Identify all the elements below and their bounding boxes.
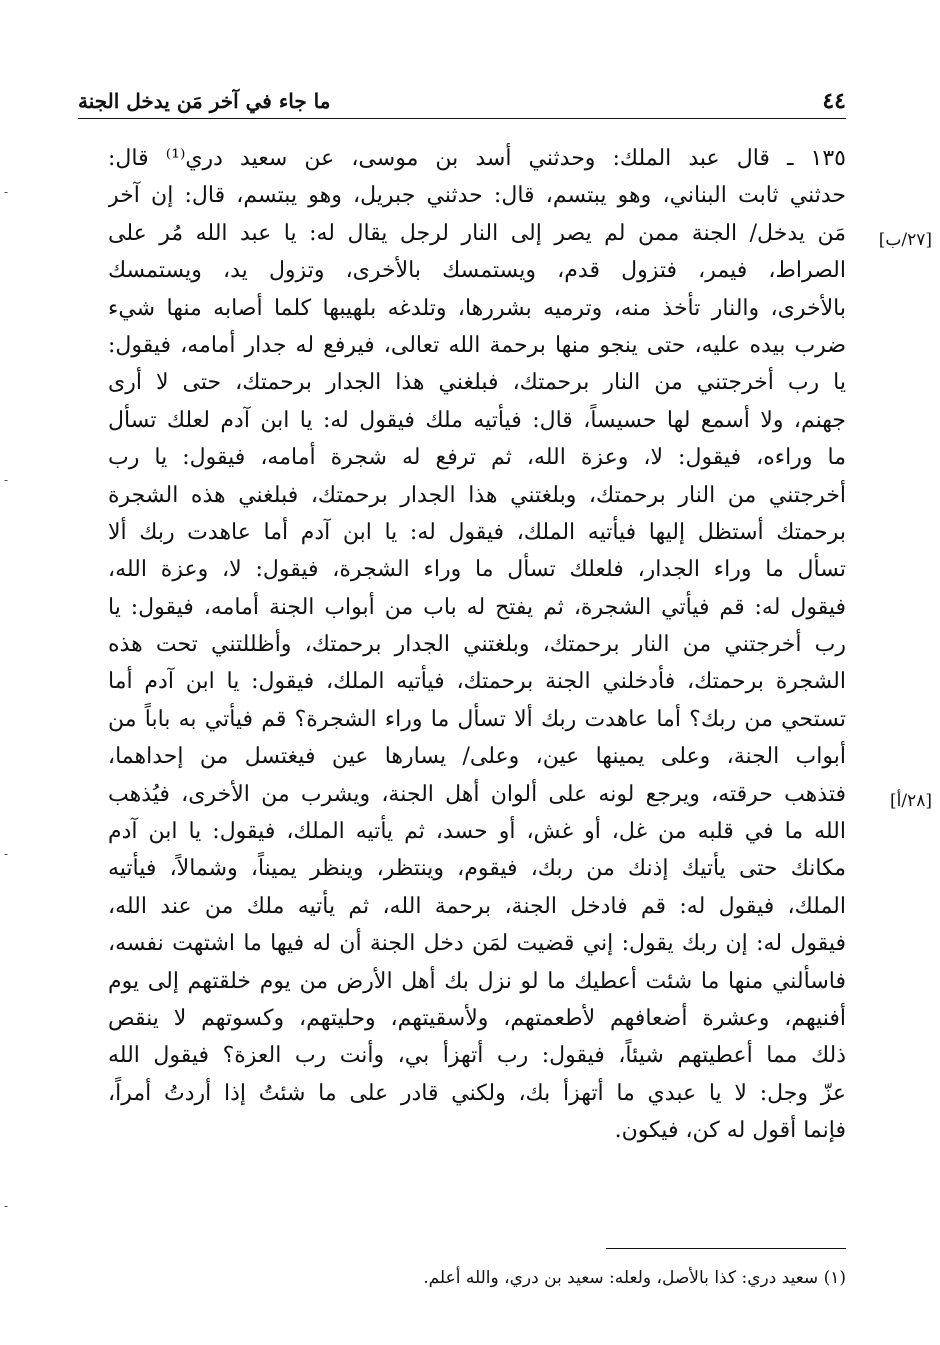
text-line: برحمتك أستظل إليها فيأتيه الملك، فيقول له: يا ابن آدم أما عاهدت ربك ألا <box>108 519 846 545</box>
text-line: الله ما في قلبه من غل، أو غش، أو حسد، ثم يأتيه الملك، فيقول: يا ابن آدم <box>108 819 846 845</box>
text-line: يا رب أخرجتني من النار برحمتك، فبلغني هذا الجدار برحمتك، حتى لا أرى <box>108 370 846 396</box>
text-line: أبواب الجنة، وعلى يمينها عين، وعلى/ يسارها عين فيغتسل من إحداهما، <box>108 744 846 770</box>
footnote-divider <box>606 1248 846 1249</box>
page-number: ٤٤ <box>822 88 846 114</box>
text-line: بالأخرى، والنار تأخذ منه، وترميه بشررها، وتلدغه بلهيبها كلما أصابه منها شيء <box>108 295 846 321</box>
manuscript-folio-marker: [٢٨/أ] <box>890 791 932 811</box>
text-line: ذلك مما أعطيتهم شيئاً، فيقول: رب أتهزأ بي، وأنت رب العزة؟ فيقول الله <box>108 1043 846 1069</box>
text-line: جهنم، ولا أسمع لها حسيساً، قال: فيأتيه ملك فيقول له: يا ابن آدم لعلك تسأل <box>108 407 846 433</box>
text-line: أفنيهم، وعشرة أضعافهم لأطعمتهم، ولأسقيتهم، وحليتهم، وكسوتهم لا ينقص <box>108 1005 846 1031</box>
text-line: فيقول له: قم فيأتي الشجرة، ثم يفتح له باب من أبواب الجنة أمامه، فيقول: يا <box>108 594 846 620</box>
text-line: تسأل ما وراء الجدار، فلعلك تسأل ما وراء الشجرة، فيقول: لا، وعزة الله، <box>108 557 846 583</box>
text-line: تستحي من ربك؟ أما عاهدت ربك ألا تسأل ما وراء الشجرة؟ قم فيأتي به باباً من <box>108 706 846 732</box>
text-line: ضرب بيده عليه، حتى ينجو منها برحمة الله تعالى، فيرفع له جدار أمامه، فيقول: <box>108 332 846 358</box>
scan-edge-mark: - <box>4 1199 9 1213</box>
text-line: الشجرة برحمتك، فأدخلني الجنة برحمتك، فيأتيه الملك، فيقول: يا ابن آدم أما <box>108 669 846 695</box>
footnote: (١) سعيد دري: كذا بالأصل، ولعله: سعيد بن دري، والله أعلم. <box>423 1268 846 1288</box>
text-line: الصراط، فيمر، فتزول قدم، ويستمسك بالأخرى، وتزول يد، ويستمسك <box>108 258 846 284</box>
text-line: حدثني ثابت البناني، وهو يبتسم، قال: حدثني جبريل، وهو يبتسم، قال: إن آخر <box>108 183 846 209</box>
scan-edge-mark: - <box>4 847 9 861</box>
text-line: مكانك حتى يأتيك إذنك من ربك، فيقوم، وينتظر، وينظر يميناً، وشمالاً، فيأتيه <box>108 856 846 882</box>
page-header <box>78 86 846 119</box>
text-line: ما وراءه، فيقول: لا، وعزة الله، ثم ترفع له شجرة أمامه، فيقول: يا رب <box>108 445 846 471</box>
text-line: ١٣٥ ـ قال عبد الملك: وحدثني أسد بن موسى، عن سعيد دري⁽¹⁾ قال: <box>108 146 846 171</box>
running-title: ما جاء في آخر مَن يدخل الجنة <box>78 89 331 113</box>
text-line: عزّ وجل: لا يا عبدي ما أتهزأ بك، ولكني قادر على ما شئتُ إذا أردتُ أمراً، <box>108 1080 846 1106</box>
text-line: مَن يدخل/ الجنة ممن لم يصر إلى النار لرجل يقال له: يا عبد الله مُر على <box>108 220 846 246</box>
manuscript-folio-marker: [٢٧/ب] <box>878 230 932 250</box>
text-line: رب أخرجتني من النار برحمتك، وبلغتني الجدار برحمتك، وأظللتني تحت هذه <box>108 632 846 658</box>
text-line: الملك، فيقول له: قم فادخل الجنة، برحمة الله، ثم يأتيه ملك من عند الله، <box>108 893 846 919</box>
text-line: فإنما أقول له كن، فيكون. <box>614 1118 846 1144</box>
text-line: فيقول له: إن ربك يقول: إني قضيت لمَن دخل الجنة أن له فيها ما اشتهت نفسه، <box>108 931 846 957</box>
text-line: فاسألني منها ما شئت أعطيك ما لو نزل بك أهل الأرض من يوم خلقتهم إلى يوم <box>108 968 846 994</box>
scan-edge-mark: - <box>4 185 9 199</box>
body-text <box>108 140 846 1150</box>
text-line: أخرجتني من النار برحمتك، وبلغتني هذا الجدار برحمتك، فبلغني هذه الشجرة <box>108 482 846 508</box>
text-line: فتذهب حرقته، ويرجع لونه على ألوان أهل الجنة، ويشرب من الأخرى، فيُذهب <box>108 781 846 807</box>
scan-edge-mark: - <box>4 473 9 487</box>
